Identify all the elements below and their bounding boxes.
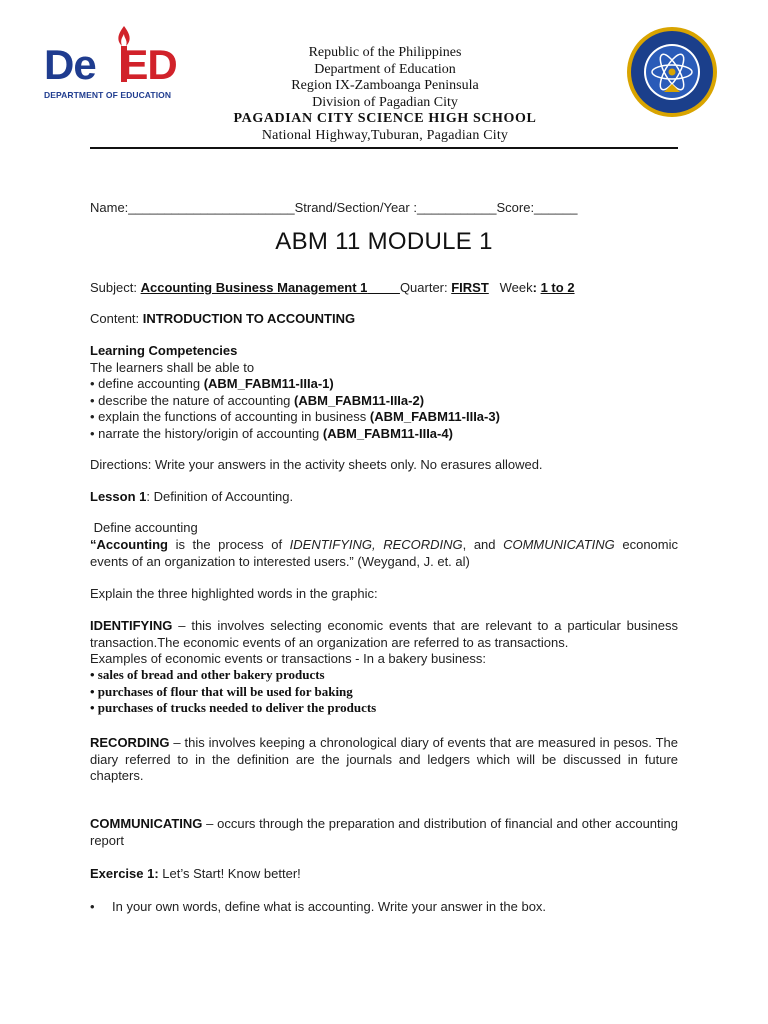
list-item: • purchases of flour that will be used for baking bbox=[90, 683, 353, 699]
page-title: ABM 11 MODULE 1 bbox=[275, 228, 493, 255]
exercise-line bbox=[90, 866, 678, 883]
subject-label: Subject: bbox=[90, 280, 141, 295]
lesson-text: : Definition of Accounting. bbox=[146, 489, 294, 504]
week-value: 1 to 2 bbox=[540, 280, 575, 295]
school-name: PAGADIAN CITY SCIENCE HIGH SCHOOL bbox=[233, 111, 537, 126]
week-label: Week bbox=[488, 280, 533, 295]
quarter-value: FIRST bbox=[451, 280, 489, 295]
document-header bbox=[185, 45, 585, 144]
school-seal-icon bbox=[626, 26, 718, 118]
bullet-icon: • bbox=[90, 899, 95, 914]
competencies-intro: The learners shall be able to bbox=[90, 359, 255, 375]
week-colon: : bbox=[532, 280, 541, 295]
subject-line bbox=[90, 280, 678, 297]
list-item: • sales of bread and other bakery products bbox=[90, 667, 325, 682]
deped-subtitle: DEPARTMENT OF EDUCATION bbox=[44, 90, 172, 100]
content-label: Content: bbox=[90, 311, 143, 326]
communicating-paragraph: COMMUNICATING – occurs through the preparation and distribution of financial and other accounting report bbox=[90, 816, 678, 848]
competency-item: • define accounting (ABM_FABM11-IIIa-1) bbox=[90, 376, 334, 391]
explain-prompt: Explain the three highlighted words in the graphic: bbox=[90, 586, 378, 601]
identifying-term: IDENTIFYING bbox=[90, 618, 173, 633]
exercise-instruction bbox=[90, 899, 678, 916]
accounting-definition: “Accounting is the process of IDENTIFYING, RECORDING, and COMMUNICATING economic events of an organization to interested users.” (Weygand, J. et. al) bbox=[90, 537, 679, 569]
recording-paragraph: RECORDING – this involves keeping a chronological diary of events that are measured in pesos. The diary referred to in the definition are the journals and ledgers which will be discussed in future chapters. bbox=[90, 735, 678, 783]
exercise-label: Exercise 1: bbox=[90, 866, 159, 881]
exercise-text: Let’s Start! Know better! bbox=[158, 866, 301, 881]
lesson-label: Lesson 1 bbox=[90, 489, 147, 504]
recording-term: RECORDING bbox=[90, 735, 170, 750]
quarter-label: Quarter: bbox=[399, 280, 452, 295]
competency-item: • narrate the history/origin of accounting (ABM_FABM11-IIIa-4) bbox=[90, 425, 453, 441]
header-divider bbox=[90, 147, 678, 149]
content-value: INTRODUCTION TO ACCOUNTING bbox=[142, 311, 356, 326]
content-line bbox=[90, 311, 678, 328]
competencies-heading: Learning Competencies bbox=[90, 343, 238, 358]
competency-item: • describe the nature of accounting (ABM_FABM11-IIIa-2) bbox=[90, 392, 425, 408]
identifying-paragraph: IDENTIFYING – this involves selecting economic events that are relevant to a particular business transaction.The economic events of an organization are referred to as transactions. bbox=[90, 618, 678, 650]
header-line: Region IX-Zamboanga Peninsula bbox=[291, 78, 479, 93]
student-info-line: Name:_______________________Strand/Section/Year :___________Score:______ bbox=[90, 200, 578, 215]
subject-value: Accounting Business Management 1 bbox=[140, 280, 368, 295]
deped-wordmark: De ED bbox=[44, 41, 177, 88]
lesson-line bbox=[90, 489, 678, 506]
header-line: Department of Education bbox=[314, 61, 456, 77]
competency-item: • explain the functions of accounting in business (ABM_FABM11-IIIa-3) bbox=[90, 409, 500, 424]
communicating-term: COMMUNICATING bbox=[90, 816, 203, 831]
examples-line: Examples of economic events or transactions - In a bakery business: bbox=[90, 651, 486, 666]
header-line: Division of Pagadian City bbox=[312, 94, 458, 110]
example-list bbox=[90, 667, 678, 717]
header-line: Republic of the Philippines bbox=[308, 45, 462, 60]
define-heading: Define accounting bbox=[90, 520, 198, 535]
learning-competencies bbox=[90, 343, 678, 442]
list-item: • purchases of trucks needed to deliver the products bbox=[90, 700, 377, 715]
instruction-text: In your own words, define what is accounting. Write your answer in the box. bbox=[112, 899, 547, 914]
directions: Directions: Write your answers in the activity sheets only. No erasures allowed. bbox=[90, 457, 543, 472]
deped-logo bbox=[42, 24, 202, 106]
school-address: National Highway,Tuburan, Pagadian City bbox=[261, 127, 509, 143]
